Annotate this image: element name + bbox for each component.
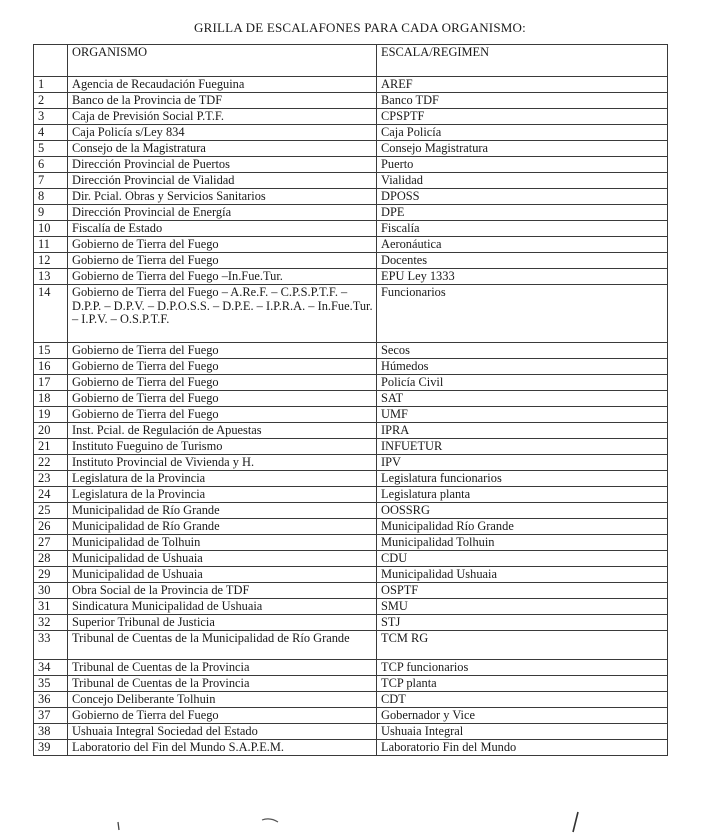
- row-escala: Legislatura planta: [377, 487, 668, 503]
- row-escala: Gobernador y Vice: [377, 708, 668, 724]
- row-number: 23: [34, 471, 68, 487]
- row-escala: CDU: [377, 551, 668, 567]
- row-escala: DPE: [377, 205, 668, 221]
- row-escala: TCP planta: [377, 676, 668, 692]
- row-escala: OSPTF: [377, 583, 668, 599]
- row-organismo: Municipalidad de Río Grande: [68, 519, 377, 535]
- row-organismo: Dirección Provincial de Energía: [68, 205, 377, 221]
- row-escala: Legislatura funcionarios: [377, 471, 668, 487]
- row-organismo: Tribunal de Cuentas de la Provincia: [68, 660, 377, 676]
- row-escala: IPV: [377, 455, 668, 471]
- row-escala: Puerto: [377, 157, 668, 173]
- row-escala: Docentes: [377, 253, 668, 269]
- row-number: 26: [34, 519, 68, 535]
- row-number: 18: [34, 391, 68, 407]
- row-number: 13: [34, 269, 68, 285]
- pen-mark: [118, 822, 119, 830]
- row-number: 31: [34, 599, 68, 615]
- row-number: 3: [34, 109, 68, 125]
- row-escala: CDT: [377, 692, 668, 708]
- row-number: 2: [34, 93, 68, 109]
- row-number: 17: [34, 375, 68, 391]
- row-escala: Policía Civil: [377, 375, 668, 391]
- row-number: 38: [34, 724, 68, 740]
- row-number: 12: [34, 253, 68, 269]
- row-organismo: Instituto Fueguino de Turismo: [68, 439, 377, 455]
- row-number: 21: [34, 439, 68, 455]
- row-number: 22: [34, 455, 68, 471]
- row-escala: Vialidad: [377, 173, 668, 189]
- row-escala: SAT: [377, 391, 668, 407]
- row-organismo: Ushuaia Integral Sociedad del Estado: [68, 724, 377, 740]
- row-organismo: Fiscalía de Estado: [68, 221, 377, 237]
- row-organismo: Gobierno de Tierra del Fuego: [68, 391, 377, 407]
- row-organismo: Agencia de Recaudación Fueguina: [68, 77, 377, 93]
- row-number: 10: [34, 221, 68, 237]
- row-escala: Aeronáutica: [377, 237, 668, 253]
- row-organismo: Obra Social de la Provincia de TDF: [68, 583, 377, 599]
- row-organismo: Gobierno de Tierra del Fuego: [68, 343, 377, 359]
- row-escala: AREF: [377, 77, 668, 93]
- row-escala: Caja Policía: [377, 125, 668, 141]
- row-organismo: Municipalidad de Ushuaia: [68, 551, 377, 567]
- row-escala: Secos: [377, 343, 668, 359]
- row-organismo: Tribunal de Cuentas de la Municipalidad de Río Grande: [68, 631, 377, 660]
- row-escala: Ushuaia Integral: [377, 724, 668, 740]
- row-escala: Consejo Magistratura: [377, 141, 668, 157]
- row-number: 29: [34, 567, 68, 583]
- pen-mark: [573, 812, 578, 832]
- row-number: 14: [34, 285, 68, 343]
- row-number: 15: [34, 343, 68, 359]
- row-escala: Fiscalía: [377, 221, 668, 237]
- row-organismo: Gobierno de Tierra del Fuego: [68, 237, 377, 253]
- row-number: 7: [34, 173, 68, 189]
- row-organismo: Concejo Deliberante Tolhuin: [68, 692, 377, 708]
- row-number: 24: [34, 487, 68, 503]
- row-number: 20: [34, 423, 68, 439]
- row-organismo: Caja Policía s/Ley 834: [68, 125, 377, 141]
- row-number: 36: [34, 692, 68, 708]
- row-organismo: Laboratorio del Fin del Mundo S.A.P.E.M.: [68, 740, 377, 756]
- pen-mark: [262, 819, 278, 822]
- row-organismo: Legislatura de la Provincia: [68, 487, 377, 503]
- row-organismo: Superior Tribunal de Justicia: [68, 615, 377, 631]
- row-number: 30: [34, 583, 68, 599]
- row-escala: Municipalidad Río Grande: [377, 519, 668, 535]
- row-escala: TCM RG: [377, 631, 668, 660]
- row-number: 27: [34, 535, 68, 551]
- row-number: 37: [34, 708, 68, 724]
- row-organismo: Gobierno de Tierra del Fuego: [68, 359, 377, 375]
- row-number: 32: [34, 615, 68, 631]
- row-organismo: Banco de la Provincia de TDF: [68, 93, 377, 109]
- row-organismo: Dir. Pcial. Obras y Servicios Sanitarios: [68, 189, 377, 205]
- row-escala: Municipalidad Ushuaia: [377, 567, 668, 583]
- row-escala: UMF: [377, 407, 668, 423]
- row-escala: DPOSS: [377, 189, 668, 205]
- row-escala: OOSSRG: [377, 503, 668, 519]
- row-organismo: Tribunal de Cuentas de la Provincia: [68, 676, 377, 692]
- row-organismo: Caja de Previsión Social P.T.F.: [68, 109, 377, 125]
- row-number: 6: [34, 157, 68, 173]
- row-organismo: Instituto Provincial de Vivienda y H.: [68, 455, 377, 471]
- row-organismo: Consejo de la Magistratura: [68, 141, 377, 157]
- row-escala: Laboratorio Fin del Mundo: [377, 740, 668, 756]
- row-escala: Banco TDF: [377, 93, 668, 109]
- row-organismo: Municipalidad de Tolhuin: [68, 535, 377, 551]
- row-number: 1: [34, 77, 68, 93]
- row-organismo: Dirección Provincial de Puertos: [68, 157, 377, 173]
- row-organismo: Gobierno de Tierra del Fuego – A.Re.F. – C.P.S.P.T.F. – D.P.P. – D.P.V. – D.P.O.S.S. – D.P.E. – I.P.R.A. – In.Fue.Tur. – I.P.V. – O.S.P.T.F.: [68, 285, 377, 343]
- row-number: 11: [34, 237, 68, 253]
- row-escala: IPRA: [377, 423, 668, 439]
- row-number: 5: [34, 141, 68, 157]
- row-number: 33: [34, 631, 68, 660]
- row-escala: CPSPTF: [377, 109, 668, 125]
- row-escala: Funcionarios: [377, 285, 668, 343]
- row-number: 8: [34, 189, 68, 205]
- page-title: GRILLA DE ESCALAFONES PARA CADA ORGANISMO:: [194, 20, 526, 35]
- row-number: 9: [34, 205, 68, 221]
- row-number: 35: [34, 676, 68, 692]
- row-organismo: Gobierno de Tierra del Fuego: [68, 708, 377, 724]
- row-number: 28: [34, 551, 68, 567]
- row-escala: SMU: [377, 599, 668, 615]
- row-organismo: Gobierno de Tierra del Fuego: [68, 253, 377, 269]
- row-escala: INFUETUR: [377, 439, 668, 455]
- row-organismo: Gobierno de Tierra del Fuego: [68, 375, 377, 391]
- header-organismo: ORGANISMO: [68, 45, 377, 77]
- row-escala: Municipalidad Tolhuin: [377, 535, 668, 551]
- header-escala: ESCALA/REGIMEN: [377, 45, 668, 77]
- row-escala: TCP funcionarios: [377, 660, 668, 676]
- row-number: 16: [34, 359, 68, 375]
- row-number: 4: [34, 125, 68, 141]
- row-organismo: Municipalidad de Río Grande: [68, 503, 377, 519]
- row-organismo: Sindicatura Municipalidad de Ushuaia: [68, 599, 377, 615]
- row-organismo: Dirección Provincial de Vialidad: [68, 173, 377, 189]
- row-number: 39: [34, 740, 68, 756]
- row-escala: STJ: [377, 615, 668, 631]
- row-number: 25: [34, 503, 68, 519]
- row-organismo: Legislatura de la Provincia: [68, 471, 377, 487]
- row-organismo: Gobierno de Tierra del Fuego: [68, 407, 377, 423]
- row-organismo: Municipalidad de Ushuaia: [68, 567, 377, 583]
- row-organismo: Gobierno de Tierra del Fuego –In.Fue.Tur.: [68, 269, 377, 285]
- row-organismo: Inst. Pcial. de Regulación de Apuestas: [68, 423, 377, 439]
- row-number: 19: [34, 407, 68, 423]
- row-number: 34: [34, 660, 68, 676]
- row-escala: EPU Ley 1333: [377, 269, 668, 285]
- row-escala: Húmedos: [377, 359, 668, 375]
